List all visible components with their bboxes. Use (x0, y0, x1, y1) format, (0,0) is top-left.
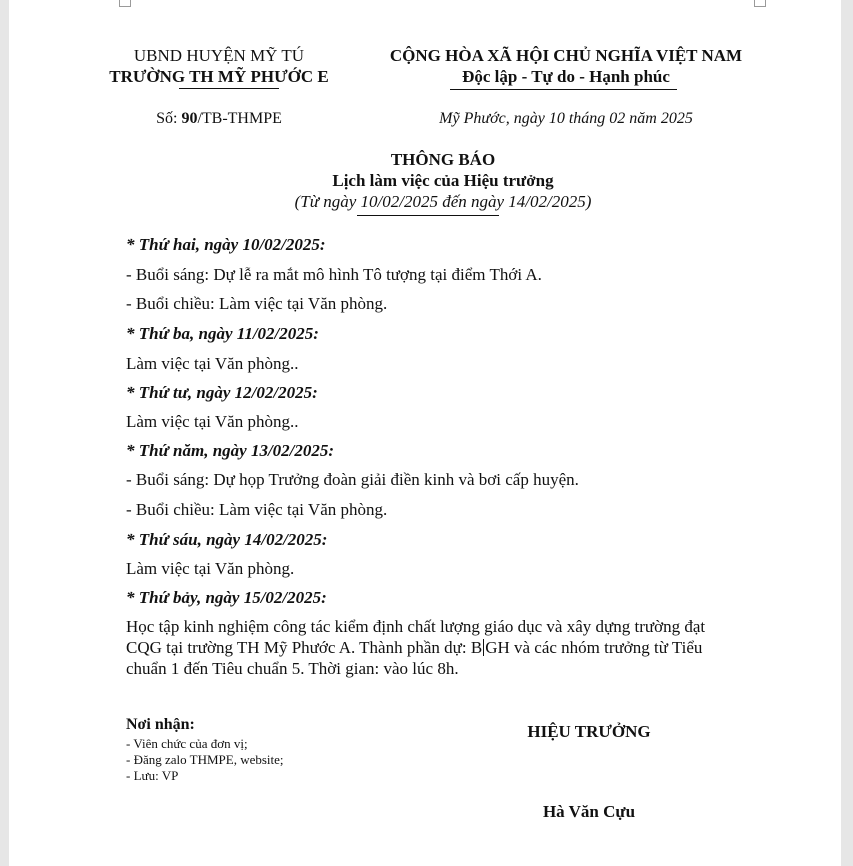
margin-corner-mark-right (754, 0, 766, 7)
saturday-line-3: chuẩn 1 đến Tiêu chuẩn 5. Thời gian: vào lúc 8h. (126, 659, 459, 678)
recipients-heading: Nơi nhận: (126, 716, 195, 733)
national-motto: Độc lập - Tự do - Hạnh phúc (462, 67, 670, 86)
tuesday-heading: * Thứ ba, ngày 11/02/2025: (126, 324, 319, 343)
monday-morning: - Buổi sáng: Dự lễ ra mắt mô hình Tô tượng tại điểm Thới A. (126, 265, 542, 284)
document-title: THÔNG BÁO (390, 150, 496, 169)
saturday-line-2-start: CQG tại trường TH Mỹ Phước A. Thành phần dự: B (126, 638, 483, 657)
monday-afternoon: - Buổi chiều: Làm việc tại Văn phòng. (126, 294, 388, 313)
document-number (89, 110, 349, 128)
friday-heading: * Thứ sáu, ngày 14/02/2025: (126, 530, 328, 549)
signature-name: Hà Văn Cựu (542, 802, 636, 821)
signature-title: HIỆU TRƯỞNG (527, 722, 651, 741)
district-name: UBND HUYỆN MỸ TÚ (133, 46, 305, 65)
thursday-afternoon: - Buổi chiều: Làm việc tại Văn phòng. (126, 500, 388, 519)
monday-heading: * Thứ hai, ngày 10/02/2025: (126, 235, 326, 254)
school-name-underline (179, 88, 279, 89)
saturday-line-2-end: GH và các nhóm trưởng từ Tiểu (485, 638, 703, 657)
saturday-line-2[interactable] (126, 638, 702, 658)
thursday-heading: * Thứ năm, ngày 13/02/2025: (126, 441, 335, 460)
recipient-item: - Viên chức của đơn vị; (126, 736, 248, 751)
title-underline (357, 215, 499, 216)
motto-underline (450, 89, 677, 90)
wednesday-line: Làm việc tại Văn phòng.. (126, 412, 299, 431)
document-page[interactable] (9, 0, 841, 866)
number-suffix: /TB-THMPE (197, 110, 282, 127)
thursday-morning: - Buổi sáng: Dự họp Trưởng đoàn giải điền kinh và bơi cấp huyện. (126, 470, 579, 489)
recipient-item: - Lưu: VP (126, 768, 179, 783)
document-subtitle: Lịch làm việc của Hiệu trưởng (332, 171, 554, 190)
recipient-item: - Đăng zalo THMPE, website; (126, 752, 284, 767)
national-title: CỘNG HÒA XÃ HỘI CHỦ NGHĨA VIỆT NAM (389, 46, 743, 65)
date-range: (Từ ngày 10/02/2025 đến ngày 14/02/2025) (294, 192, 592, 211)
saturday-line-1: Học tập kinh nghiệm công tác kiểm định chất lượng giáo dục và xây dựng trường đạt (126, 617, 706, 636)
number-value: 90 (181, 110, 198, 127)
wednesday-heading: * Thứ tư, ngày 12/02/2025: (126, 383, 318, 402)
number-prefix: Số: (156, 110, 182, 127)
school-name: TRƯỜNG TH MỸ PHƯỚC E (109, 67, 329, 86)
tuesday-line: Làm việc tại Văn phòng.. (126, 354, 299, 373)
saturday-heading: * Thứ bảy, ngày 15/02/2025: (126, 588, 327, 607)
document-date: Mỹ Phước, ngày 10 tháng 02 năm 2025 (439, 110, 693, 127)
margin-corner-mark-left (119, 0, 131, 7)
friday-line: Làm việc tại Văn phòng. (126, 559, 295, 578)
